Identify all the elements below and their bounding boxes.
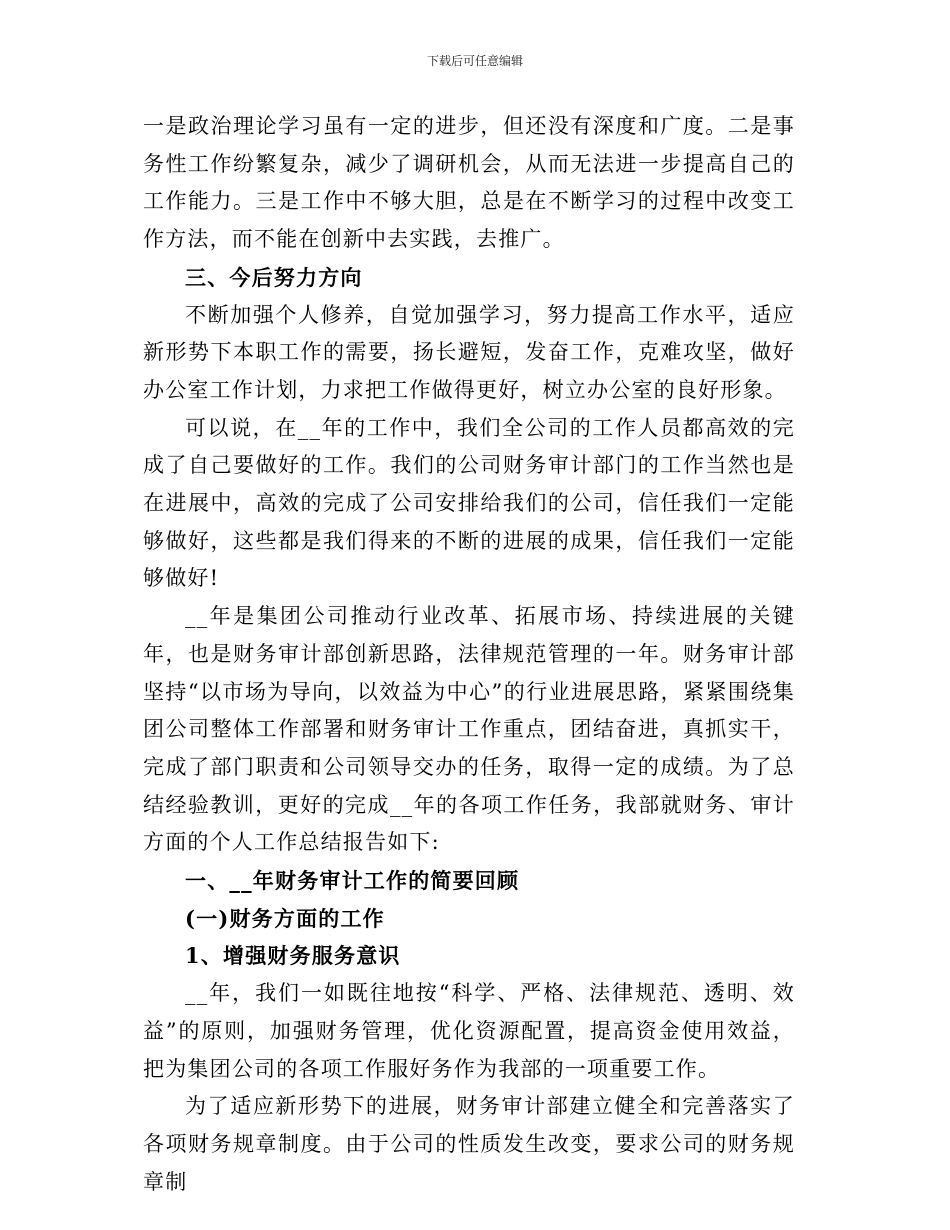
section-heading: 一、__年财务审计工作的简要回顾 [185,868,520,894]
paragraph: __年，我们一如既往地按“科学、严格、法律规范、透明、效益”的原则，加强财务管理，优化资源配置，提高资金使用效益，把为集团公司的各项工作服好务作为我部的一项重要工作。 [143,981,795,1081]
paragraph: 为了适应新形势下的进展，财务审计部建立健全和完善落实了各项财务规章制度。由于公司的性质发生改变，要求公司的财务规章制 [143,1094,795,1194]
paragraph: __年是集团公司推动行业改革、拓展市场、持续进展的关键年，也是财务审计部创新思路，法律规范管理的一年。财务审计部坚持“以市场为导向，以效益为中心”的行业进展思路，紧紧围绕集团公司整体工作部署和财务审计工作重点，团结奋进，真抓实干，完成了部门职责和公司领导交办的任务，取得一定的成绩。为了总结经验教训，更好的完成__年的各项工作任务，我部就财务、审计方面的个人工作总结报告如下: [143,604,795,855]
paragraph: 可以说，在__年的工作中，我们全公司的工作人员都高效的完成了自己要做好的工作。我们的公司财务审计部门的工作当然也是在进展中，高效的完成了公司安排给我们的公司，信任我们一定能够做好，这些都是我们得来的不断的进展的成果，信任我们一定能够做好! [143,415,795,591]
subsection-heading: (一)财务方面的工作 [185,905,385,931]
document-body [143,108,795,1201]
subsection-heading: 1、增强财务服务意识 [185,943,401,969]
paragraph: 不断加强个人修养，自觉加强学习，努力提高工作水平，适应新形势下本职工作的需要，扬长避短，发奋工作，克难攻坚，做好办公室工作计划，力求把工作做得更好，树立办公室的良好形象。 [143,302,795,402]
paragraph: 一是政治理论学习虽有一定的进步，但还没有深度和广度。二是事务性工作纷繁复杂，减少了调研机会，从而无法进一步提高自己的工作能力。三是工作中不够大胆，总是在不断学习的过程中改变工作方法，而不能在创新中去实践，去推广。 [143,114,795,252]
section-heading: 三、今后努力方向 [185,264,363,290]
page-header: 下载后可任意编辑 [426,54,523,68]
